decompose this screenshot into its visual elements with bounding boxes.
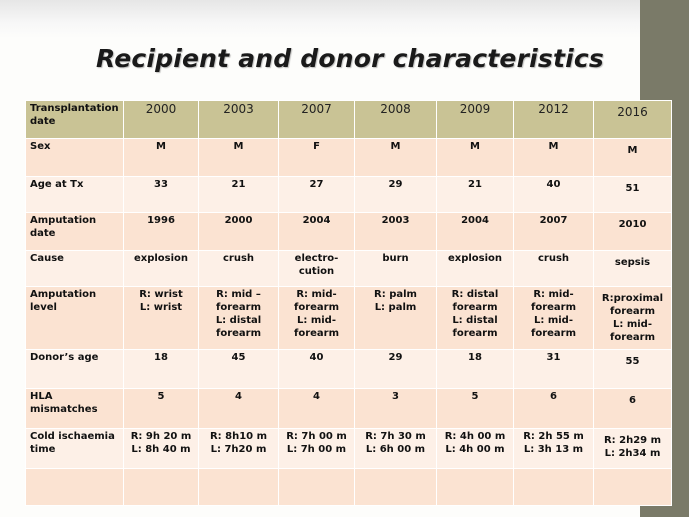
table-cell: 29 <box>355 350 437 389</box>
table-cell: 5 <box>437 389 514 429</box>
empty-cell <box>594 469 672 506</box>
table-cell: R: 7h 00 m L: 7h 00 m <box>279 429 355 469</box>
table-cell: crush <box>199 251 279 287</box>
header-label: Transplantation date <box>26 101 124 139</box>
table-cell: 21 <box>199 177 279 213</box>
table-cell: M <box>355 139 437 177</box>
year-header: 2009 <box>437 101 514 139</box>
table-row <box>26 139 672 177</box>
table-cell: R: palm L: palm <box>355 287 437 350</box>
table-cell: 4 <box>199 389 279 429</box>
empty-cell <box>514 469 594 506</box>
table-cell: 5 <box>124 389 199 429</box>
table-cell: 27 <box>279 177 355 213</box>
top-band <box>0 0 640 38</box>
table-cell: sepsis <box>594 251 672 287</box>
table-row <box>26 429 672 469</box>
year-header: 2012 <box>514 101 594 139</box>
table-cell: 2004 <box>437 213 514 251</box>
table-cell: 45 <box>199 350 279 389</box>
table-cell: 6 <box>594 389 672 429</box>
header-row <box>26 101 672 139</box>
table-cell: 2000 <box>199 213 279 251</box>
characteristics-table <box>25 100 672 506</box>
table-row <box>26 213 672 251</box>
table-cell: R: 7h 30 m L: 6h 00 m <box>355 429 437 469</box>
year-header: 2000 <box>124 101 199 139</box>
row-label: Age at Tx <box>26 177 124 213</box>
row-label: Donor’s age <box>26 350 124 389</box>
table-row <box>26 177 672 213</box>
table-cell: R: mid- forearm L: mid- forearm <box>514 287 594 350</box>
table-cell: R: mid – forearm L: distal forearm <box>199 287 279 350</box>
year-header: 2016 <box>594 101 672 139</box>
table-cell: R: 4h 00 m L: 4h 00 m <box>437 429 514 469</box>
table-cell: R: 2h 55 m L: 3h 13 m <box>514 429 594 469</box>
empty-cell <box>355 469 437 506</box>
table-cell: 1996 <box>124 213 199 251</box>
table-cell: R: wrist L: wrist <box>124 287 199 350</box>
table-cell: M <box>124 139 199 177</box>
row-label: Cause <box>26 251 124 287</box>
table-row <box>26 287 672 350</box>
row-label: Sex <box>26 139 124 177</box>
empty-cell <box>26 469 124 506</box>
table-cell: 33 <box>124 177 199 213</box>
table-cell: 40 <box>514 177 594 213</box>
table-cell: R: 8h10 m L: 7h20 m <box>199 429 279 469</box>
table-cell: 21 <box>437 177 514 213</box>
table-cell: 18 <box>124 350 199 389</box>
table-cell: R:proximal forearm L: mid- forearm <box>594 287 672 350</box>
empty-cell <box>199 469 279 506</box>
table-cell: R: 2h29 m L: 2h34 m <box>594 429 672 469</box>
table-cell: crush <box>514 251 594 287</box>
row-label: Amputation level <box>26 287 124 350</box>
table-cell: 2010 <box>594 213 672 251</box>
table-row <box>26 389 672 429</box>
table-cell: M <box>514 139 594 177</box>
table-cell: M <box>437 139 514 177</box>
table-row <box>26 251 672 287</box>
row-label: Amputation date <box>26 213 124 251</box>
year-header: 2007 <box>279 101 355 139</box>
table-cell: electro- cution <box>279 251 355 287</box>
table-cell: 6 <box>514 389 594 429</box>
table-cell: 2007 <box>514 213 594 251</box>
table-cell: explosion <box>124 251 199 287</box>
table-cell: 29 <box>355 177 437 213</box>
year-header: 2008 <box>355 101 437 139</box>
table-cell: 40 <box>279 350 355 389</box>
table-cell: burn <box>355 251 437 287</box>
table-cell: 2004 <box>279 213 355 251</box>
year-header: 2003 <box>199 101 279 139</box>
table-cell: 2003 <box>355 213 437 251</box>
slide-title: Recipient and donor characteristics <box>96 44 604 73</box>
table-cell: M <box>594 139 672 177</box>
empty-cell <box>124 469 199 506</box>
empty-cell <box>437 469 514 506</box>
table-cell: 4 <box>279 389 355 429</box>
table-cell: M <box>199 139 279 177</box>
table-cell: R: distal forearm L: distal forearm <box>437 287 514 350</box>
table-cell: F <box>279 139 355 177</box>
table-cell: 55 <box>594 350 672 389</box>
table-row <box>26 350 672 389</box>
empty-cell <box>279 469 355 506</box>
table-cell: R: mid- forearm L: mid- forearm <box>279 287 355 350</box>
row-label: Cold ischaemia time <box>26 429 124 469</box>
table-cell: 31 <box>514 350 594 389</box>
table-cell: 18 <box>437 350 514 389</box>
row-label: HLA mismatches <box>26 389 124 429</box>
table-cell: R: 9h 20 m L: 8h 40 m <box>124 429 199 469</box>
table-cell: 51 <box>594 177 672 213</box>
table-cell: 3 <box>355 389 437 429</box>
table-cell: explosion <box>437 251 514 287</box>
empty-row <box>26 469 672 506</box>
